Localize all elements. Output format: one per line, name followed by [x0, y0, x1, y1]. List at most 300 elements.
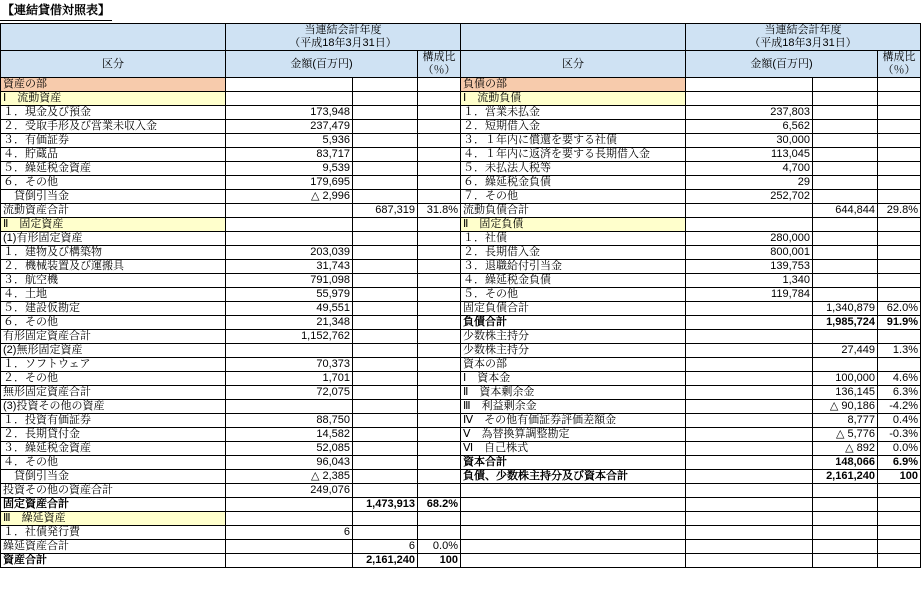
- right-row-total: [813, 484, 878, 498]
- right-row-subtotal: [686, 428, 813, 442]
- right-row-label: 少数株主持分: [461, 330, 686, 344]
- left-row-subtotal: △ 2,996: [226, 190, 353, 204]
- right-row-total: [813, 232, 878, 246]
- left-row-label: １．ソフトウェア: [1, 358, 226, 372]
- table-row: [1, 176, 921, 190]
- right-row-label: 流動負債合計: [461, 204, 686, 218]
- table-row: [1, 386, 921, 400]
- left-row-total: [353, 414, 418, 428]
- table-body: [1, 78, 921, 568]
- left-row-label: 資産合計: [1, 554, 226, 568]
- left-row-total: [353, 148, 418, 162]
- left-row-subtotal: 1,152,762: [226, 330, 353, 344]
- right-row-subtotal: 4,700: [686, 162, 813, 176]
- left-row-label: 流動資産合計: [1, 204, 226, 218]
- right-row-ratio: [878, 288, 921, 302]
- left-row-total: [353, 400, 418, 414]
- left-row-subtotal: 237,479: [226, 120, 353, 134]
- right-row-total: 27,449: [813, 344, 878, 358]
- right-row-ratio: [878, 134, 921, 148]
- right-row-ratio: [878, 218, 921, 232]
- left-row-ratio: [418, 106, 461, 120]
- table-row: [1, 78, 921, 92]
- left-period-header: [226, 24, 461, 51]
- right-row-ratio: [878, 92, 921, 106]
- left-row-total: [353, 218, 418, 232]
- right-row-subtotal: [686, 526, 813, 540]
- left-row-total: [353, 232, 418, 246]
- right-row-total: [813, 498, 878, 512]
- right-row-total: [813, 92, 878, 106]
- left-row-label: １．建物及び構築物: [1, 246, 226, 260]
- right-row-ratio: [878, 148, 921, 162]
- table-row: [1, 246, 921, 260]
- right-period-line2: （平成18年3月31日）: [749, 37, 857, 49]
- right-row-ratio: [878, 162, 921, 176]
- right-row-subtotal: [686, 386, 813, 400]
- left-row-subtotal: 88,750: [226, 414, 353, 428]
- left-row-subtotal: 1,701: [226, 372, 353, 386]
- table-row: [1, 120, 921, 134]
- left-row-ratio: [418, 148, 461, 162]
- left-row-total: [353, 372, 418, 386]
- left-row-ratio: [418, 428, 461, 442]
- table-row: [1, 316, 921, 330]
- right-row-ratio: 6.9%: [878, 456, 921, 470]
- left-row-label: 無形固定資産合計: [1, 386, 226, 400]
- left-row-total: [353, 260, 418, 274]
- table-row: [1, 344, 921, 358]
- left-row-ratio: 0.0%: [418, 540, 461, 554]
- left-col-ratio: [418, 51, 461, 78]
- right-row-label: ７．その他: [461, 190, 686, 204]
- left-row-total: 2,161,240: [353, 554, 418, 568]
- right-row-total: 148,066: [813, 456, 878, 470]
- left-row-label: ６．その他: [1, 176, 226, 190]
- right-row-total: [813, 526, 878, 540]
- right-row-label: ３．退職給付引当金: [461, 260, 686, 274]
- left-row-subtotal: 791,098: [226, 274, 353, 288]
- left-row-total: [353, 162, 418, 176]
- left-row-total: [353, 330, 418, 344]
- left-row-label: ４．その他: [1, 456, 226, 470]
- left-row-label: １．社債発行費: [1, 526, 226, 540]
- right-row-subtotal: [686, 442, 813, 456]
- table-row: [1, 260, 921, 274]
- right-row-label: 負債合計: [461, 316, 686, 330]
- right-row-ratio: [878, 554, 921, 568]
- right-row-label: ４．繰延税金負債: [461, 274, 686, 288]
- right-row-ratio: 0.0%: [878, 442, 921, 456]
- right-row-subtotal: 119,784: [686, 288, 813, 302]
- left-row-subtotal: △ 2,385: [226, 470, 353, 484]
- left-row-total: [353, 176, 418, 190]
- left-row-total: [353, 120, 418, 134]
- left-row-total: 1,473,913: [353, 498, 418, 512]
- right-row-ratio: -0.3%: [878, 428, 921, 442]
- left-row-ratio: [418, 302, 461, 316]
- left-row-total: 687,319: [353, 204, 418, 218]
- left-row-total: [353, 316, 418, 330]
- right-row-subtotal: [686, 78, 813, 92]
- table-row: [1, 148, 921, 162]
- left-col-ratio-line2: （％）: [422, 64, 456, 76]
- right-row-ratio: 91.9%: [878, 316, 921, 330]
- right-row-subtotal: 30,000: [686, 134, 813, 148]
- table-row: [1, 442, 921, 456]
- left-row-ratio: [418, 330, 461, 344]
- right-row-ratio: [878, 190, 921, 204]
- right-row-ratio: 6.3%: [878, 386, 921, 400]
- table-row: [1, 428, 921, 442]
- left-row-ratio: [418, 246, 461, 260]
- right-row-label: 固定負債合計: [461, 302, 686, 316]
- left-row-subtotal: [226, 498, 353, 512]
- right-row-subtotal: 237,803: [686, 106, 813, 120]
- left-row-ratio: [418, 442, 461, 456]
- right-row-subtotal: [686, 344, 813, 358]
- right-row-label: Ⅱ 資本剰余金: [461, 386, 686, 400]
- right-row-total: [813, 162, 878, 176]
- left-row-subtotal: [226, 344, 353, 358]
- right-row-subtotal: [686, 218, 813, 232]
- left-row-label: 繰延資産合計: [1, 540, 226, 554]
- table-row: [1, 134, 921, 148]
- left-row-subtotal: 31,743: [226, 260, 353, 274]
- table-row: [1, 526, 921, 540]
- right-row-total: [813, 190, 878, 204]
- left-row-subtotal: [226, 204, 353, 218]
- table-row: [1, 162, 921, 176]
- table-row: [1, 372, 921, 386]
- right-row-subtotal: [686, 302, 813, 316]
- table-row: [1, 484, 921, 498]
- left-row-subtotal: [226, 232, 353, 246]
- page-title: 【連結貸借対照表】: [0, 0, 112, 21]
- right-row-subtotal: [686, 414, 813, 428]
- right-row-total: [813, 358, 878, 372]
- right-row-ratio: [878, 330, 921, 344]
- left-row-ratio: [418, 288, 461, 302]
- left-row-label: 固定資産合計: [1, 498, 226, 512]
- right-col-ratio: [878, 51, 921, 78]
- left-row-label: 資産の部: [1, 78, 226, 92]
- left-row-subtotal: 52,085: [226, 442, 353, 456]
- right-col-ratio-line1: 構成比: [882, 51, 916, 63]
- right-row-ratio: [878, 260, 921, 274]
- table-row: [1, 470, 921, 484]
- table-row: [1, 540, 921, 554]
- left-row-label: 投資その他の資産合計: [1, 484, 226, 498]
- right-row-total: [813, 330, 878, 344]
- right-row-total: 1,985,724: [813, 316, 878, 330]
- table-row: [1, 204, 921, 218]
- right-row-total: △ 5,776: [813, 428, 878, 442]
- right-row-label: ２．長期借入金: [461, 246, 686, 260]
- right-row-total: [813, 540, 878, 554]
- left-row-total: [353, 344, 418, 358]
- right-row-total: [813, 78, 878, 92]
- left-row-subtotal: [226, 78, 353, 92]
- right-row-label: 資本の部: [461, 358, 686, 372]
- left-row-subtotal: [226, 218, 353, 232]
- right-row-subtotal: 113,045: [686, 148, 813, 162]
- left-row-ratio: [418, 190, 461, 204]
- left-row-total: [353, 386, 418, 400]
- right-row-label: ２．短期借入金: [461, 120, 686, 134]
- left-row-label: ４．貯蔵品: [1, 148, 226, 162]
- left-row-ratio: [418, 120, 461, 134]
- right-row-subtotal: [686, 554, 813, 568]
- left-row-ratio: [418, 526, 461, 540]
- right-row-total: [813, 148, 878, 162]
- left-row-total: [353, 246, 418, 260]
- right-row-ratio: [878, 246, 921, 260]
- left-row-label: 貸倒引当金: [1, 470, 226, 484]
- right-row-total: 1,340,879: [813, 302, 878, 316]
- table-row: [1, 414, 921, 428]
- right-row-subtotal: 800,001: [686, 246, 813, 260]
- left-row-ratio: [418, 218, 461, 232]
- table-row: [1, 302, 921, 316]
- right-row-label: ５．その他: [461, 288, 686, 302]
- left-row-ratio: [418, 92, 461, 106]
- right-col-ratio-line2: （％）: [882, 64, 916, 76]
- right-row-label: 負債、少数株主持分及び資本合計: [461, 470, 686, 484]
- right-row-total: [813, 554, 878, 568]
- right-row-label: Ⅵ 自己株式: [461, 442, 686, 456]
- left-row-total: [353, 456, 418, 470]
- left-row-subtotal: [226, 92, 353, 106]
- left-row-label: ３．有価証券: [1, 134, 226, 148]
- left-row-ratio: [418, 400, 461, 414]
- right-row-label: Ⅳ その他有価証券評価差額金: [461, 414, 686, 428]
- left-row-subtotal: [226, 540, 353, 554]
- left-row-ratio: 100: [418, 554, 461, 568]
- right-col-division: 区分: [461, 51, 686, 78]
- left-row-ratio: [418, 358, 461, 372]
- right-row-label: Ⅰ 資本金: [461, 372, 686, 386]
- left-row-total: [353, 302, 418, 316]
- left-row-total: 6: [353, 540, 418, 554]
- right-row-label: １．社債: [461, 232, 686, 246]
- right-row-total: △ 90,186: [813, 400, 878, 414]
- left-row-total: [353, 442, 418, 456]
- left-row-subtotal: 72,075: [226, 386, 353, 400]
- right-row-ratio: [878, 106, 921, 120]
- balance-sheet-table: [0, 23, 921, 568]
- left-row-label: 有形固定資産合計: [1, 330, 226, 344]
- right-row-total: 136,145: [813, 386, 878, 400]
- right-row-label: Ⅱ 固定負債: [461, 218, 686, 232]
- right-row-subtotal: 29: [686, 176, 813, 190]
- left-row-ratio: [418, 78, 461, 92]
- right-row-label: ６．繰延税金負債: [461, 176, 686, 190]
- left-row-subtotal: 83,717: [226, 148, 353, 162]
- right-row-total: [813, 120, 878, 134]
- left-row-ratio: [418, 260, 461, 274]
- left-row-ratio: [418, 274, 461, 288]
- left-row-subtotal: 179,695: [226, 176, 353, 190]
- right-row-subtotal: [686, 358, 813, 372]
- right-row-subtotal: [686, 400, 813, 414]
- left-row-label: Ⅲ 繰延資産: [1, 512, 226, 526]
- table-header-columns-row: [1, 51, 921, 78]
- left-period-line2: （平成18年3月31日）: [289, 37, 397, 49]
- table-row: [1, 92, 921, 106]
- left-row-label: ２．受取手形及び営業未収入金: [1, 120, 226, 134]
- right-row-label: [461, 554, 686, 568]
- table-row: [1, 288, 921, 302]
- right-row-subtotal: 1,340: [686, 274, 813, 288]
- table-row: [1, 512, 921, 526]
- right-row-total: △ 892: [813, 442, 878, 456]
- left-row-label: Ⅰ 流動資産: [1, 92, 226, 106]
- left-row-subtotal: 70,373: [226, 358, 353, 372]
- right-period-line1: 当連結会計年度: [764, 24, 842, 36]
- left-row-total: [353, 526, 418, 540]
- left-col-amount: 金額(百万円): [226, 51, 418, 78]
- left-row-label: ２．長期貸付金: [1, 428, 226, 442]
- left-row-label: ６．その他: [1, 316, 226, 330]
- left-row-subtotal: 14,582: [226, 428, 353, 442]
- left-row-ratio: 31.8%: [418, 204, 461, 218]
- table-row: [1, 498, 921, 512]
- left-row-ratio: [418, 386, 461, 400]
- left-row-label: (1)有形固定資産: [1, 232, 226, 246]
- right-row-label: 少数株主持分: [461, 344, 686, 358]
- left-row-subtotal: [226, 400, 353, 414]
- right-row-label: 資本合計: [461, 456, 686, 470]
- left-row-ratio: [418, 372, 461, 386]
- left-row-subtotal: 249,076: [226, 484, 353, 498]
- left-row-total: [353, 106, 418, 120]
- table-row: [1, 274, 921, 288]
- left-row-subtotal: 5,936: [226, 134, 353, 148]
- right-row-label: [461, 498, 686, 512]
- right-row-label: ３．１年内に償還を要する社債: [461, 134, 686, 148]
- right-row-ratio: [878, 274, 921, 288]
- right-row-total: [813, 260, 878, 274]
- right-row-label: Ⅰ 流動負債: [461, 92, 686, 106]
- right-row-label: ４．１年内に返済を要する長期借入金: [461, 148, 686, 162]
- left-row-total: [353, 470, 418, 484]
- table-row: [1, 218, 921, 232]
- left-row-ratio: [418, 484, 461, 498]
- right-row-ratio: [878, 498, 921, 512]
- left-row-ratio: [418, 162, 461, 176]
- right-row-total: 2,161,240: [813, 470, 878, 484]
- left-row-label: 貸倒引当金: [1, 190, 226, 204]
- right-row-subtotal: [686, 330, 813, 344]
- left-row-label: ５．繰延税金資産: [1, 162, 226, 176]
- table-row: [1, 190, 921, 204]
- right-row-ratio: [878, 120, 921, 134]
- right-row-total: [813, 512, 878, 526]
- left-row-ratio: [418, 456, 461, 470]
- right-period-header: [686, 24, 921, 51]
- table-row: [1, 106, 921, 120]
- left-row-subtotal: 9,539: [226, 162, 353, 176]
- left-row-subtotal: 203,039: [226, 246, 353, 260]
- right-row-subtotal: [686, 540, 813, 554]
- right-row-total: [813, 106, 878, 120]
- left-row-total: [353, 190, 418, 204]
- left-row-label: ３．航空機: [1, 274, 226, 288]
- left-row-ratio: [418, 512, 461, 526]
- left-row-ratio: 68.2%: [418, 498, 461, 512]
- right-row-ratio: 100: [878, 470, 921, 484]
- right-row-subtotal: [686, 484, 813, 498]
- right-row-ratio: 0.4%: [878, 414, 921, 428]
- left-row-ratio: [418, 470, 461, 484]
- table-row: [1, 554, 921, 568]
- right-col-amount: 金額(百万円): [686, 51, 878, 78]
- right-row-ratio: [878, 358, 921, 372]
- left-row-total: [353, 134, 418, 148]
- right-row-total: [813, 176, 878, 190]
- left-row-total: [353, 288, 418, 302]
- right-row-ratio: [878, 512, 921, 526]
- right-row-label: [461, 526, 686, 540]
- left-row-ratio: [418, 344, 461, 358]
- right-row-ratio: 29.8%: [878, 204, 921, 218]
- right-row-label: [461, 512, 686, 526]
- right-row-total: [813, 134, 878, 148]
- left-row-subtotal: 49,551: [226, 302, 353, 316]
- right-row-subtotal: 252,702: [686, 190, 813, 204]
- left-row-subtotal: 173,948: [226, 106, 353, 120]
- right-row-subtotal: [686, 456, 813, 470]
- table-row: [1, 330, 921, 344]
- right-row-ratio: 4.6%: [878, 372, 921, 386]
- right-row-subtotal: [686, 498, 813, 512]
- right-row-ratio: -4.2%: [878, 400, 921, 414]
- left-col-division: 区分: [1, 51, 226, 78]
- left-row-subtotal: 6: [226, 526, 353, 540]
- left-row-total: [353, 428, 418, 442]
- right-row-label: ５．未払法人税等: [461, 162, 686, 176]
- right-row-subtotal: [686, 512, 813, 526]
- right-row-total: 100,000: [813, 372, 878, 386]
- right-row-label: [461, 540, 686, 554]
- right-row-subtotal: [686, 470, 813, 484]
- left-row-subtotal: 96,043: [226, 456, 353, 470]
- left-row-total: [353, 484, 418, 498]
- left-row-label: Ⅱ 固定資産: [1, 218, 226, 232]
- right-row-total: [813, 218, 878, 232]
- left-row-label: ３．繰延税金資産: [1, 442, 226, 456]
- right-row-ratio: 62.0%: [878, 302, 921, 316]
- right-row-total: 644,844: [813, 204, 878, 218]
- right-row-ratio: [878, 78, 921, 92]
- right-row-subtotal: [686, 204, 813, 218]
- left-header-blank: [1, 24, 226, 51]
- left-row-label: １．現金及び預金: [1, 106, 226, 120]
- table-row: [1, 232, 921, 246]
- left-row-total: [353, 78, 418, 92]
- right-row-ratio: 1.3%: [878, 344, 921, 358]
- left-row-total: [353, 92, 418, 106]
- right-row-ratio: [878, 484, 921, 498]
- left-row-total: [353, 358, 418, 372]
- right-row-label: 負債の部: [461, 78, 686, 92]
- left-row-ratio: [418, 316, 461, 330]
- right-row-label: １．営業未払金: [461, 106, 686, 120]
- left-row-subtotal: 21,348: [226, 316, 353, 330]
- right-row-total: [813, 274, 878, 288]
- right-header-blank: [461, 24, 686, 51]
